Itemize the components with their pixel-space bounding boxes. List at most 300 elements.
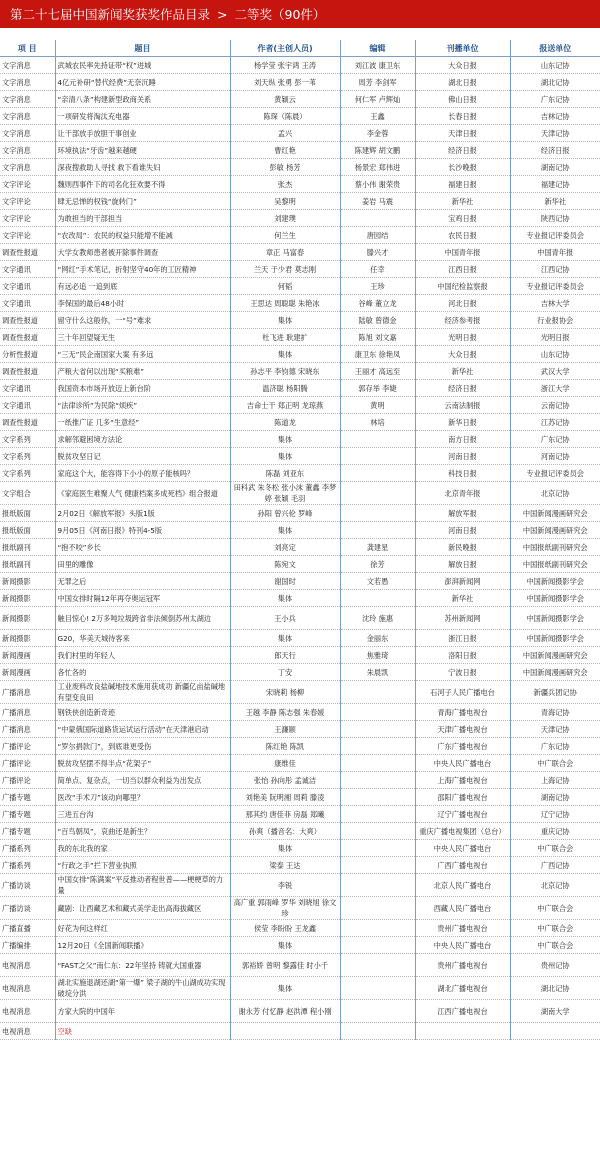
table-row xyxy=(0,57,600,74)
cell-editor: 文若愚 xyxy=(340,573,415,590)
cell-title: 湖北实施退湖还湖“第一爆” 梁子湖的牛山湖成功实现破垸分洪 xyxy=(55,977,230,1000)
cell-editor: 焦雅琦 xyxy=(340,647,415,664)
cell-title: 魏则西事件下的司名化狂欢要不得 xyxy=(55,176,230,193)
cell-submitter: 湖北记协 xyxy=(510,74,600,91)
table-row xyxy=(0,261,600,278)
cell-submitter: 北京记协 xyxy=(510,482,600,505)
cell-author: 杨学莹 张宇鸿 王涛 xyxy=(230,57,340,74)
column-header-author: 作者(主创人员) xyxy=(230,40,340,57)
table-row xyxy=(0,295,600,312)
cell-title: 肆无忌惮的权钱“旋转门” xyxy=(55,193,230,210)
cell-submitter: 江苏记协 xyxy=(510,414,600,431)
table-row xyxy=(0,789,600,806)
cell-editor: 林培 xyxy=(340,414,415,431)
cell-submitter: 贵州记协 xyxy=(510,954,600,977)
cell-title: “抱不咬”乡长 xyxy=(55,539,230,556)
cell-category: 文字通讯 xyxy=(0,278,55,295)
cell-category: 新闻摄影 xyxy=(0,590,55,607)
table-row xyxy=(0,647,600,664)
cell-submitter: 上海记协 xyxy=(510,772,600,789)
cell-author: 何韬 xyxy=(230,278,340,295)
table-row xyxy=(0,244,600,261)
cell-title: 有远必追 一追到底 xyxy=(55,278,230,295)
cell-title: 我的东北我的家 xyxy=(55,840,230,857)
cell-editor: 陈旭 刘文嘉 xyxy=(340,329,415,346)
cell-publisher: 佛山日报 xyxy=(415,91,510,108)
table-row xyxy=(0,108,600,125)
table-row xyxy=(0,937,600,954)
cell-title: “中蒙俄国际道路货运试运行活动”在天津港启动 xyxy=(55,721,230,738)
cell-submitter: 经济日报 xyxy=(510,142,600,159)
table-row xyxy=(0,664,600,681)
table-row xyxy=(0,193,600,210)
cell-submitter: 中国新闻漫画研究会 xyxy=(510,505,600,522)
table-row xyxy=(0,176,600,193)
cell-title: 三进五台沟 xyxy=(55,806,230,823)
cell-author: 田科武 朱冬松 张小沫 董鑫 李梦婷 张颖 毛羽 xyxy=(230,482,340,505)
cell-submitter: 湖南记协 xyxy=(510,159,600,176)
column-header-editor: 编辑 xyxy=(340,40,415,57)
cell-publisher: 光明日报 xyxy=(415,329,510,346)
cell-author: 侯莹 李盼盼 王龙鑫 xyxy=(230,920,340,937)
cell-editor: 朱晨凯 xyxy=(340,664,415,681)
cell-submitter: 专业报记评委员会 xyxy=(510,227,600,244)
cell-submitter: 中国新闻摄影学会 xyxy=(510,630,600,647)
cell-author: 谢永芳 付忆静 赵洪潭 程小刚 xyxy=(230,1000,340,1023)
cell-editor xyxy=(340,954,415,977)
table-row xyxy=(0,346,600,363)
table-row xyxy=(0,482,600,505)
cell-publisher: 浙江日报 xyxy=(415,630,510,647)
cell-editor xyxy=(340,210,415,227)
cell-editor: 郭存举 李婕 xyxy=(340,380,415,397)
cell-author: 张杰 xyxy=(230,176,340,193)
cell-title: 无罪之后 xyxy=(55,573,230,590)
cell-author: 刘天纵 张勇 彭一苇 xyxy=(230,74,340,91)
cell-publisher: 西藏人民广播电台 xyxy=(415,897,510,920)
column-header-category: 项 目 xyxy=(0,40,55,57)
cell-submitter: 山东记协 xyxy=(510,57,600,74)
cell-editor: 谷峰 董立龙 xyxy=(340,295,415,312)
cell-publisher: 河南日报 xyxy=(415,522,510,539)
cell-author: 张怡 孙向彤 孟诚洁 xyxy=(230,772,340,789)
table-row xyxy=(0,329,600,346)
cell-submitter: 中广联合会 xyxy=(510,897,600,920)
cell-author: 刘艳美 阮明湘 周莉 滕凌 xyxy=(230,789,340,806)
cell-category: 分析性报道 xyxy=(0,346,55,363)
cell-author: 孙爽（播音名：大爽） xyxy=(230,823,340,840)
table-row xyxy=(0,977,600,1000)
cell-submitter: 广西记协 xyxy=(510,857,600,874)
cell-category: 报纸版面 xyxy=(0,505,55,522)
cell-title: “网红”手术笔记，折射坚守40年的工匠精神 xyxy=(55,261,230,278)
cell-title: 一纸推广证 几多“生意经” xyxy=(55,414,230,431)
cell-editor: 金丽东 xyxy=(340,630,415,647)
cell-author: 集体 xyxy=(230,590,340,607)
cell-publisher: 贵州广播电视台 xyxy=(415,954,510,977)
cell-category: 文字通讯 xyxy=(0,380,55,397)
cell-submitter: 陕西记协 xyxy=(510,210,600,227)
table-row xyxy=(0,630,600,647)
cell-submitter: 天津记协 xyxy=(510,721,600,738)
cell-author: 王越 李静 陈志强 朱春媛 xyxy=(230,704,340,721)
table-row xyxy=(0,397,600,414)
cell-publisher: 大众日报 xyxy=(415,346,510,363)
table-row xyxy=(0,312,600,329)
cell-author: 集体 xyxy=(230,431,340,448)
cell-publisher: 石河子人民广播电台 xyxy=(415,681,510,704)
cell-publisher: 中央人民广播电台 xyxy=(415,840,510,857)
cell-title: 田里的雕像 xyxy=(55,556,230,573)
cell-title: 求解邻避困境方法论 xyxy=(55,431,230,448)
cell-category: 广播系列 xyxy=(0,840,55,857)
cell-editor: 王鑫 xyxy=(340,108,415,125)
cell-submitter: 中广联合会 xyxy=(510,755,600,772)
cell-title: 工业废料改良盐碱地技术施用获成功 新疆亿亩盐碱地有望变良田 xyxy=(55,681,230,704)
cell-category: 文字消息 xyxy=(0,159,55,176)
table-row xyxy=(0,91,600,108)
cell-submitter: 重庆记协 xyxy=(510,823,600,840)
cell-title: 9月05日《河南日报》特刊4-5版 xyxy=(55,522,230,539)
cell-title: 藏剧：让西藏艺术和藏式美学走出高海拔藏区 xyxy=(55,897,230,920)
cell-submitter: 光明日报 xyxy=(510,329,600,346)
cell-publisher: 上海广播电视台 xyxy=(415,772,510,789)
cell-title: 武城农民率先持证带“权”进城 xyxy=(55,57,230,74)
cell-title: 产粮大省何以出现“买粮难” xyxy=(55,363,230,380)
cell-category: 文字评论 xyxy=(0,193,55,210)
cell-editor xyxy=(340,431,415,448)
cell-submitter: 中国青年报 xyxy=(510,244,600,261)
cell-publisher: 湖北日报 xyxy=(415,74,510,91)
cell-submitter: 湖北记协 xyxy=(510,977,600,1000)
cell-submitter: 中国新闻漫画研究会 xyxy=(510,647,600,664)
cell-title: 钢铁侠创造新奇迹 xyxy=(55,704,230,721)
cell-publisher: 南方日报 xyxy=(415,431,510,448)
cell-title: 简单点、复杂点，一切当以群众利益为出发点 xyxy=(55,772,230,789)
cell-author: 集体 xyxy=(230,840,340,857)
cell-category: 文字通讯 xyxy=(0,261,55,278)
cell-author: 集体 xyxy=(230,448,340,465)
cell-editor: 陈建辉 胡文鹏 xyxy=(340,142,415,159)
cell-title: 脱贫攻坚日记 xyxy=(55,448,230,465)
cell-author: 郎天行 xyxy=(230,647,340,664)
column-header-publisher: 刊播单位 xyxy=(415,40,510,57)
cell-editor: 徐芳 xyxy=(340,556,415,573)
table-row xyxy=(0,74,600,91)
table-row xyxy=(0,954,600,977)
cell-title: 医改“手术刀”该动向哪里？ xyxy=(55,789,230,806)
table-row xyxy=(0,505,600,522)
cell-submitter: 江西记协 xyxy=(510,261,600,278)
cell-category: 报纸副刊 xyxy=(0,556,55,573)
cell-author: 陈道龙 xyxy=(230,414,340,431)
cell-submitter: 广东记协 xyxy=(510,91,600,108)
cell-category: 新闻摄影 xyxy=(0,573,55,590)
cell-editor: 王珍 xyxy=(340,278,415,295)
cell-submitter: 广东记协 xyxy=(510,431,600,448)
cell-author: 高广重 郭雨峰 罗华 刘晓旭 徐文珍 xyxy=(230,897,340,920)
cell-author: 郭裕娇 曾明 黎露佳 时小千 xyxy=(230,954,340,977)
cell-category: 调查性报道 xyxy=(0,329,55,346)
cell-title: 环境执法“牙齿”越来越硬 xyxy=(55,142,230,159)
cell-author: 宋晓莉 杨柳 xyxy=(230,681,340,704)
cell-editor xyxy=(340,505,415,522)
cell-author: 刘建璞 xyxy=(230,210,340,227)
table-row xyxy=(0,539,600,556)
cell-author: 吴黎明 xyxy=(230,193,340,210)
table-row xyxy=(0,590,600,607)
cell-publisher: 天津广播电视台 xyxy=(415,721,510,738)
table-body xyxy=(0,57,600,1040)
cell-editor: 李金蓉 xyxy=(340,125,415,142)
table-row xyxy=(0,738,600,755)
cell-category: 新闻摄影 xyxy=(0,630,55,647)
cell-title: 深夜搜救助人寻找 救下看谁失妇 xyxy=(55,159,230,176)
cell-title: 2月02日《解放军报》头版1版 xyxy=(55,505,230,522)
cell-author: 谢国时 xyxy=(230,573,340,590)
cell-editor: 龚建星 xyxy=(340,539,415,556)
table-row xyxy=(0,278,600,295)
cell-category: 新闻摄影 xyxy=(0,607,55,630)
table-row xyxy=(0,607,600,630)
cell-publisher: 苏州新闻网 xyxy=(415,607,510,630)
cell-submitter: 中国新闻漫画研究会 xyxy=(510,522,600,539)
cell-category: 报纸版面 xyxy=(0,522,55,539)
cell-category: 广播系列 xyxy=(0,857,55,874)
table-row xyxy=(0,1023,600,1040)
cell-submitter: 中国报纸副刊研究会 xyxy=(510,556,600,573)
cell-category: 广播访谈 xyxy=(0,897,55,920)
cell-category: 广播评论 xyxy=(0,738,55,755)
cell-publisher: 湖北广播电视台 xyxy=(415,977,510,1000)
table-row xyxy=(0,573,600,590)
cell-category: 文字消息 xyxy=(0,57,55,74)
cell-category: 文字组合 xyxy=(0,482,55,505)
cell-publisher: 大众日报 xyxy=(415,57,510,74)
cell-title: 家庭这个大，能容得下小小的原子能核吗？ xyxy=(55,465,230,482)
cell-author: 孟兴 xyxy=(230,125,340,142)
cell-author: 王濂颐 xyxy=(230,721,340,738)
table-row xyxy=(0,431,600,448)
cell-publisher: 长沙晚报 xyxy=(415,159,510,176)
cell-publisher: 解放日报 xyxy=(415,556,510,573)
page-header xyxy=(0,0,600,28)
cell-editor: 滕兴才 xyxy=(340,244,415,261)
cell-editor: 杨景宏 郑伟进 xyxy=(340,159,415,176)
cell-editor: 蔡小伟 谢荣贵 xyxy=(340,176,415,193)
cell-publisher: 澎湃新闻网 xyxy=(415,573,510,590)
cell-publisher: 中国青年报 xyxy=(415,244,510,261)
cell-category: 广播专题 xyxy=(0,823,55,840)
cell-editor: 唐园结 xyxy=(340,227,415,244)
cell-author: 陈宛文 xyxy=(230,556,340,573)
cell-submitter: 辽宁记协 xyxy=(510,806,600,823)
page-subtitle: 二等奖（90件） xyxy=(234,7,326,22)
cell-author: 孙阳 曾兴伦 罗峰 xyxy=(230,505,340,522)
cell-category: 广播消息 xyxy=(0,721,55,738)
page-title: 第二十七届中国新闻奖获奖作品目录 xyxy=(10,7,211,22)
cell-publisher: 天津日报 xyxy=(415,125,510,142)
cell-submitter: 中广联合会 xyxy=(510,920,600,937)
cell-editor: 周芳 李剑军 xyxy=(340,74,415,91)
cell-publisher: 经济日报 xyxy=(415,142,510,159)
cell-author: 梁泰 王达 xyxy=(230,857,340,874)
cell-category: 文字通讯 xyxy=(0,397,55,414)
cell-category: 电视消息 xyxy=(0,1000,55,1023)
cell-submitter: 中国报纸副刊研究会 xyxy=(510,539,600,556)
cell-editor xyxy=(340,681,415,704)
column-header-submitter: 报送单位 xyxy=(510,40,600,57)
cell-author: 李锐 xyxy=(230,874,340,897)
breadcrumb-separator: > xyxy=(217,6,228,22)
cell-category: 文字消息 xyxy=(0,91,55,108)
cell-editor xyxy=(340,704,415,721)
cell-submitter: 广东记协 xyxy=(510,738,600,755)
cell-editor xyxy=(340,977,415,1000)
table-row xyxy=(0,755,600,772)
table-row xyxy=(0,823,600,840)
cell-publisher: 新华社 xyxy=(415,363,510,380)
cell-publisher: 宝鸡日报 xyxy=(415,210,510,227)
cell-publisher: 经济参考报 xyxy=(415,312,510,329)
cell-editor xyxy=(340,789,415,806)
cell-submitter: 北京记协 xyxy=(510,874,600,897)
cell-author: 那其约 唐佳菲 房磊 郑曦 xyxy=(230,806,340,823)
cell-publisher: 江西日报 xyxy=(415,261,510,278)
cell-author: 集体 xyxy=(230,312,340,329)
cell-publisher xyxy=(415,1023,510,1040)
table-row xyxy=(0,1000,600,1023)
cell-publisher: 北京人民广播电台 xyxy=(415,874,510,897)
cell-author: 集体 xyxy=(230,346,340,363)
cell-submitter: 中国新闻摄影学会 xyxy=(510,607,600,630)
cell-editor xyxy=(340,806,415,823)
cell-submitter: 云南记协 xyxy=(510,397,600,414)
cell-editor: 陆敏 曾德金 xyxy=(340,312,415,329)
cell-editor xyxy=(340,590,415,607)
cell-author: 章正 马富春 xyxy=(230,244,340,261)
cell-category: 广播评论 xyxy=(0,772,55,789)
table-row xyxy=(0,125,600,142)
cell-title: 三十年回望疑无生 xyxy=(55,329,230,346)
cell-publisher: 宁波日报 xyxy=(415,664,510,681)
cell-title: 脱贫攻坚摆不得半点“花架子” xyxy=(55,755,230,772)
table-row xyxy=(0,448,600,465)
cell-category: 新闻漫画 xyxy=(0,647,55,664)
cell-category: 报纸副刊 xyxy=(0,539,55,556)
cell-publisher: 贵州广播电视台 xyxy=(415,920,510,937)
cell-editor: 黄明 xyxy=(340,397,415,414)
cell-category: 电视消息 xyxy=(0,954,55,977)
cell-submitter: 新疆兵团记协 xyxy=(510,681,600,704)
cell-editor xyxy=(340,522,415,539)
cell-submitter: 中国新闻漫画研究会 xyxy=(510,664,600,681)
cell-author: 集体 xyxy=(230,522,340,539)
cell-publisher: 河北日报 xyxy=(415,295,510,312)
cell-category: 广播专题 xyxy=(0,789,55,806)
cell-publisher: 重庆广播电视集团（总台） xyxy=(415,823,510,840)
cell-editor xyxy=(340,772,415,789)
cell-title: “农改局”：农民的权益只能增不能减 xyxy=(55,227,230,244)
cell-category: 文字消息 xyxy=(0,108,55,125)
cell-submitter: 中国新闻摄影学会 xyxy=(510,573,600,590)
cell-editor: 沈玲 施惠 xyxy=(340,607,415,630)
cell-title: “行政之手”拦下营业执照 xyxy=(55,857,230,874)
cell-author: 陈磊 刘亚东 xyxy=(230,465,340,482)
cell-title: 4亿元补研“替代经费”无奈沉睡 xyxy=(55,74,230,91)
table-row xyxy=(0,465,600,482)
table-row xyxy=(0,840,600,857)
cell-editor xyxy=(340,721,415,738)
cell-publisher: 广西广播电视台 xyxy=(415,857,510,874)
cell-title: 各忙各的 xyxy=(55,664,230,681)
cell-submitter: 天津记协 xyxy=(510,125,600,142)
table-row xyxy=(0,556,600,573)
cell-publisher: 新华社 xyxy=(415,590,510,607)
table-header-row xyxy=(0,40,600,57)
cell-editor xyxy=(340,920,415,937)
cell-category: 广播评论 xyxy=(0,755,55,772)
cell-category: 文字评论 xyxy=(0,227,55,244)
cell-category: 文字消息 xyxy=(0,142,55,159)
cell-title: “法律诊所”为民除“烦疾” xyxy=(55,397,230,414)
cell-title: 我国资本市场开放迈上新台阶 xyxy=(55,380,230,397)
cell-category: 新闻漫画 xyxy=(0,664,55,681)
cell-category: 调查性报道 xyxy=(0,363,55,380)
cell-title: G20，华美天城待客来 xyxy=(55,630,230,647)
cell-author: 刘亮定 xyxy=(230,539,340,556)
cell-publisher: 中央人民广播电台 xyxy=(415,755,510,772)
cell-title: 留守什么这般你，一“号”难求 xyxy=(55,312,230,329)
cell-title: 我们村里的年轻人 xyxy=(55,647,230,664)
cell-author xyxy=(230,1023,340,1040)
cell-title: 让干部放手放胆干事创业 xyxy=(55,125,230,142)
cell-category: 调查性报道 xyxy=(0,312,55,329)
cell-publisher: 洛阳日报 xyxy=(415,647,510,664)
cell-category: 文字消息 xyxy=(0,125,55,142)
cell-category: 文字评论 xyxy=(0,176,55,193)
cell-submitter: 浙江大学 xyxy=(510,380,600,397)
cell-author: 杜飞进 耿建扩 xyxy=(230,329,340,346)
cell-editor: 何仁军 卢辉灿 xyxy=(340,91,415,108)
cell-editor xyxy=(340,897,415,920)
cell-title: 李保国的最后48小时 xyxy=(55,295,230,312)
table-row xyxy=(0,857,600,874)
cell-publisher: 广东广播电视台 xyxy=(415,738,510,755)
cell-editor xyxy=(340,1023,415,1040)
table-row xyxy=(0,874,600,897)
cell-author: 集体 xyxy=(230,937,340,954)
cell-editor: 任幸 xyxy=(340,261,415,278)
cell-title: 空缺 xyxy=(55,1023,230,1040)
cell-publisher: 农民日报 xyxy=(415,227,510,244)
cell-editor: 康卫东 徐艳凤 xyxy=(340,346,415,363)
cell-publisher: 江西广播电视台 xyxy=(415,1000,510,1023)
cell-category: 文字通讯 xyxy=(0,295,55,312)
cell-editor xyxy=(340,857,415,874)
cell-editor xyxy=(340,840,415,857)
cell-title: 大学女教师患者被开除事件调查 xyxy=(55,244,230,261)
cell-editor xyxy=(340,448,415,465)
cell-category: 广播直播 xyxy=(0,920,55,937)
cell-submitter xyxy=(510,1023,600,1040)
cell-author: 康维佳 xyxy=(230,755,340,772)
cell-category: 广播消息 xyxy=(0,681,55,704)
table-row xyxy=(0,704,600,721)
cell-category: 调查性报道 xyxy=(0,244,55,261)
cell-publisher: 长春日报 xyxy=(415,108,510,125)
cell-author: 温济聪 杨阳腾 xyxy=(230,380,340,397)
